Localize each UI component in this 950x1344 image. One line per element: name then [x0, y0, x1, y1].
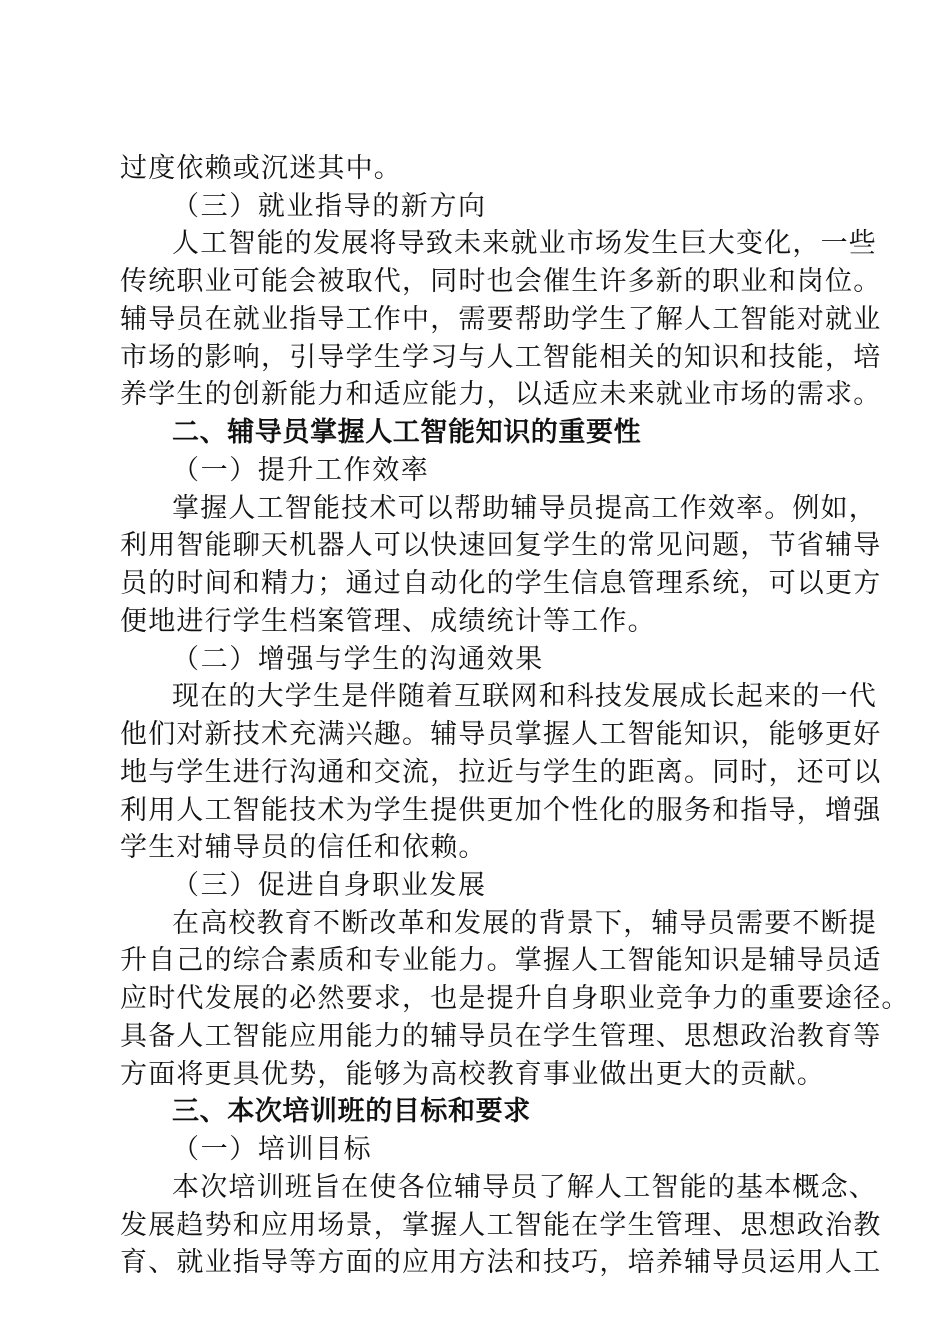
subheading: （三）就业指导的新方向: [172, 191, 487, 222]
text-line: 员的时间和精力；通过自动化的学生信息管理系统，可以更方: [120, 568, 882, 599]
text-line: 辅导员在就业指导工作中，需要帮助学生了解人工智能对就业: [120, 304, 882, 335]
text-line: 在高校教育不断改革和发展的背景下，辅导员需要不断提: [172, 908, 877, 939]
text-line: 升自己的综合素质和专业能力。掌握人工智能知识是辅导员适: [120, 945, 882, 976]
text-line: 传统职业可能会被取代，同时也会催生许多新的职业和岗位。: [120, 266, 882, 297]
text-line: 利用智能聊天机器人可以快速回复学生的常见问题，节省辅导: [120, 530, 882, 561]
text-line: 利用人工智能技术为学生提供更加个性化的服务和指导，增强: [120, 795, 882, 826]
text-line: 育、就业指导等方面的应用方法和技巧，培养辅导员运用人工: [120, 1247, 882, 1278]
text-line: 他们对新技术充满兴趣。辅导员掌握人工智能知识，能够更好: [120, 719, 882, 750]
text-line: 应时代发展的必然要求，也是提升自身职业竞争力的重要途径。: [120, 983, 910, 1014]
text-line: 地与学生进行沟通和交流，拉近与学生的距离。同时，还可以: [120, 757, 882, 788]
subheading: （二）增强与学生的沟通效果: [172, 644, 544, 675]
subheading: （一）提升工作效率: [172, 455, 430, 486]
text-line: 现在的大学生是伴随着互联网和科技发展成长起来的一代: [172, 681, 877, 712]
text-line: 便地进行学生档案管理、成绩统计等工作。: [120, 606, 656, 637]
text-line: 掌握人工智能技术可以帮助辅导员提高工作效率。例如，: [172, 493, 877, 524]
text-line: 方面将更具优势，能够为高校教育事业做出更大的贡献。: [120, 1059, 825, 1090]
text-line: 市场的影响，引导学生学习与人工智能相关的知识和技能，培: [120, 342, 882, 373]
text-line: 本次培训班旨在使各位辅导员了解人工智能的基本概念、: [172, 1172, 877, 1203]
subheading: （三）促进自身职业发展: [172, 870, 487, 901]
subheading: （一）培训目标: [172, 1134, 373, 1165]
section-heading: 三、本次培训班的目标和要求: [172, 1096, 531, 1127]
text-line: 人工智能的发展将导致未来就业市场发生巨大变化，一些: [172, 228, 877, 259]
text-line: 学生对辅导员的信任和依赖。: [120, 832, 487, 863]
section-heading: 二、辅导员掌握人工智能知识的重要性: [172, 417, 642, 448]
text-line: 发展趋势和应用场景，掌握人工智能在学生管理、思想政治教: [120, 1210, 882, 1241]
text-line: 养学生的创新能力和适应能力，以适应未来就业市场的需求。: [120, 379, 882, 410]
text-line: 过度依赖或沉迷其中。: [120, 153, 402, 184]
text-line: 具备人工智能应用能力的辅导员在学生管理、思想政治教育等: [120, 1021, 882, 1052]
